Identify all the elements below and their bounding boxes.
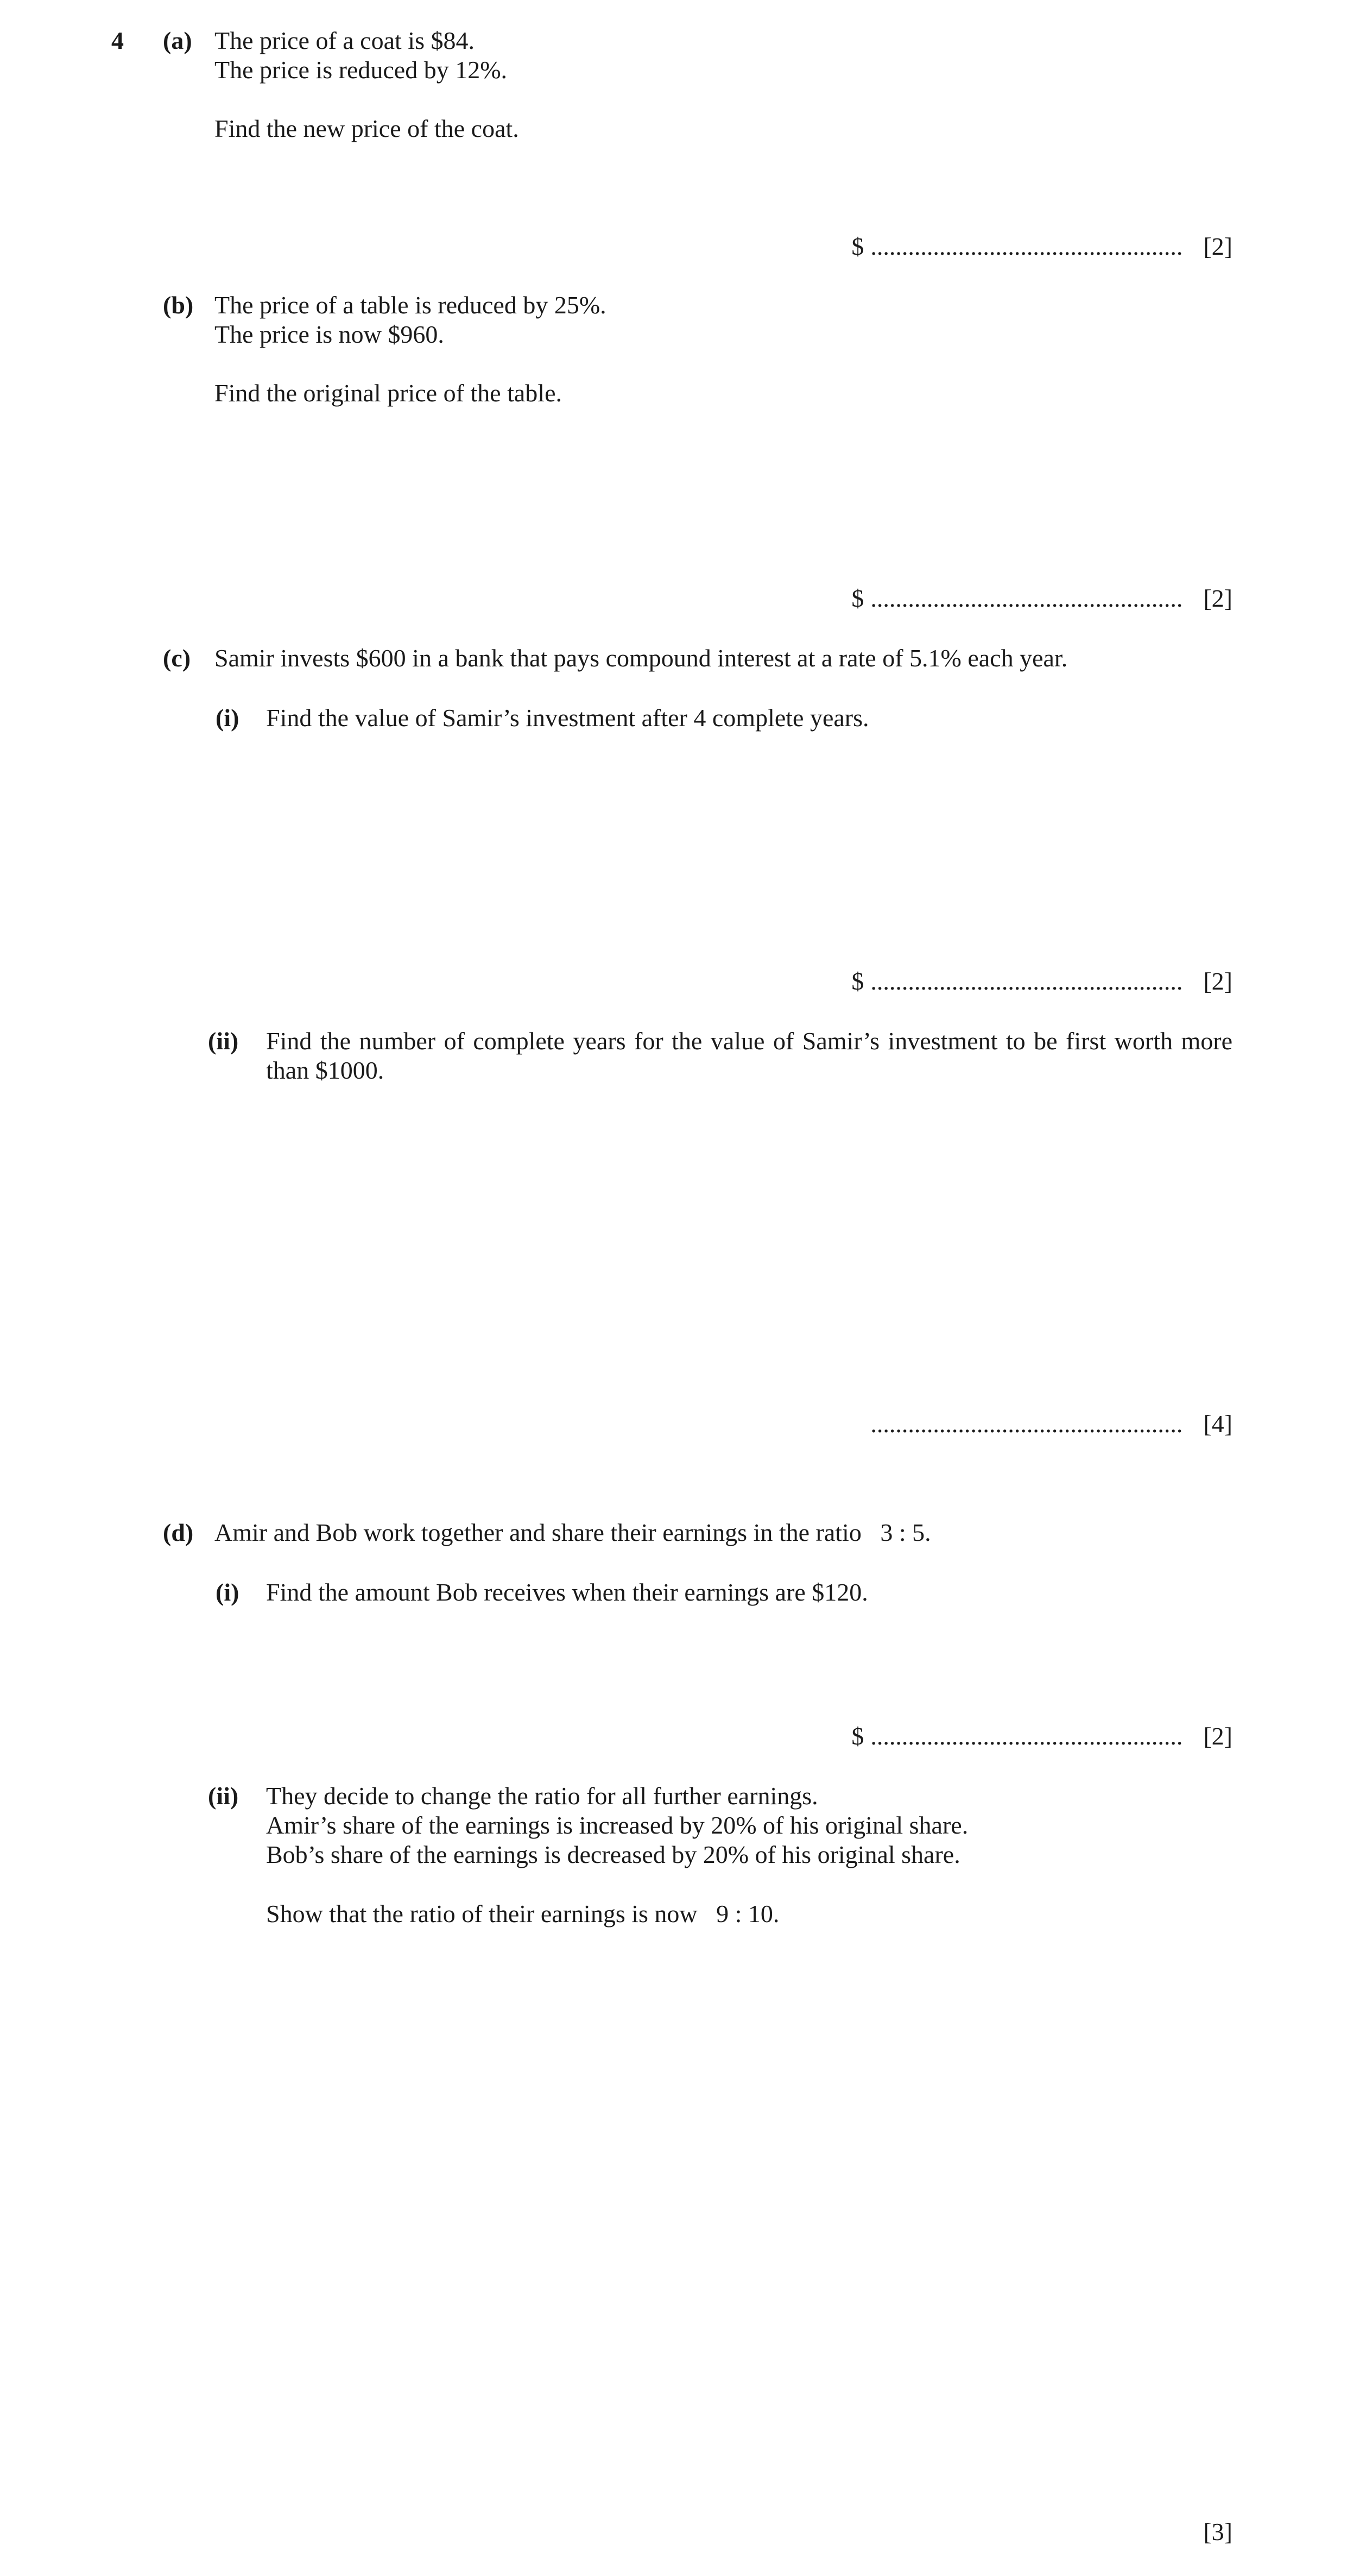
part-d-ii-prompt: Show that the ratio of their earnings is now 9 : 10.	[266, 1900, 780, 1928]
part-c-i-answer-line[interactable]	[851, 967, 1232, 996]
answer-dots: ..................................................	[870, 967, 1183, 995]
part-a-line2: The price is reduced by 12%.	[214, 56, 508, 84]
marks: [2]	[1203, 1722, 1232, 1750]
marks: [2]	[1203, 967, 1232, 995]
part-a-answer-line[interactable]	[851, 232, 1232, 261]
answer-dots: ..................................................	[870, 584, 1183, 612]
part-b-line1: The price of a table is reduced by 25%.	[214, 291, 606, 319]
part-c-label: (c)	[163, 644, 191, 672]
question-number: 4	[111, 27, 124, 54]
part-d-ii-label: (ii)	[208, 1782, 239, 1810]
part-b-line2: The price is now $960.	[214, 320, 444, 348]
marks: [2]	[1203, 584, 1232, 612]
part-b-answer-line[interactable]	[851, 584, 1232, 613]
part-a-line1: The price of a coat is $84.	[214, 27, 475, 54]
answer-dots: ..................................................	[870, 232, 1183, 260]
part-d-ii-line3: Bob’s share of the earnings is decreased by 20% of his original share.	[266, 1841, 960, 1868]
part-c-stem: Samir invests $600 in a bank that pays compound interest at a rate of 5.1% each year.	[214, 644, 1068, 672]
part-d-i-label: (i)	[216, 1578, 239, 1606]
part-c-i-label: (i)	[216, 704, 239, 732]
part-d-i-prompt: Find the amount Bob receives when their earnings are $120.	[266, 1578, 868, 1606]
part-b-label: (b)	[163, 291, 194, 319]
marks: [4]	[1203, 1410, 1232, 1438]
part-d-i-answer-line[interactable]	[851, 1722, 1232, 1751]
part-d-ii-marks	[1182, 2517, 1232, 2547]
part-b-prompt: Find the original price of the table.	[214, 379, 562, 407]
part-c-i-prompt: Find the value of Samir’s investment after 4 complete years.	[266, 704, 869, 732]
marks: [3]	[1203, 2518, 1232, 2546]
currency-symbol: $	[851, 584, 864, 612]
part-d-stem: Amir and Bob work together and share their earnings in the ratio 3 : 5.	[214, 1519, 931, 1546]
currency-symbol: $	[851, 232, 864, 260]
part-d-ii-line1: They decide to change the ratio for all further earnings.	[266, 1782, 818, 1810]
part-c-ii-answer-line[interactable]	[870, 1409, 1232, 1439]
marks: [2]	[1203, 232, 1232, 260]
part-a-label: (a)	[163, 27, 192, 54]
answer-dots: ..................................................	[870, 1410, 1183, 1438]
part-d-label: (d)	[163, 1519, 194, 1546]
part-d-ii-line2: Amir’s share of the earnings is increased by 20% of his original share.	[266, 1811, 969, 1839]
currency-symbol: $	[851, 967, 864, 995]
part-a-prompt: Find the new price of the coat.	[214, 115, 519, 142]
answer-dots: ..................................................	[870, 1722, 1183, 1750]
part-c-ii-label: (ii)	[208, 1027, 239, 1055]
part-c-ii-prompt: Find the number of complete years for the value of Samir’s investment to be first worth more than $1000.	[266, 1027, 1232, 1084]
currency-symbol: $	[851, 1722, 864, 1750]
